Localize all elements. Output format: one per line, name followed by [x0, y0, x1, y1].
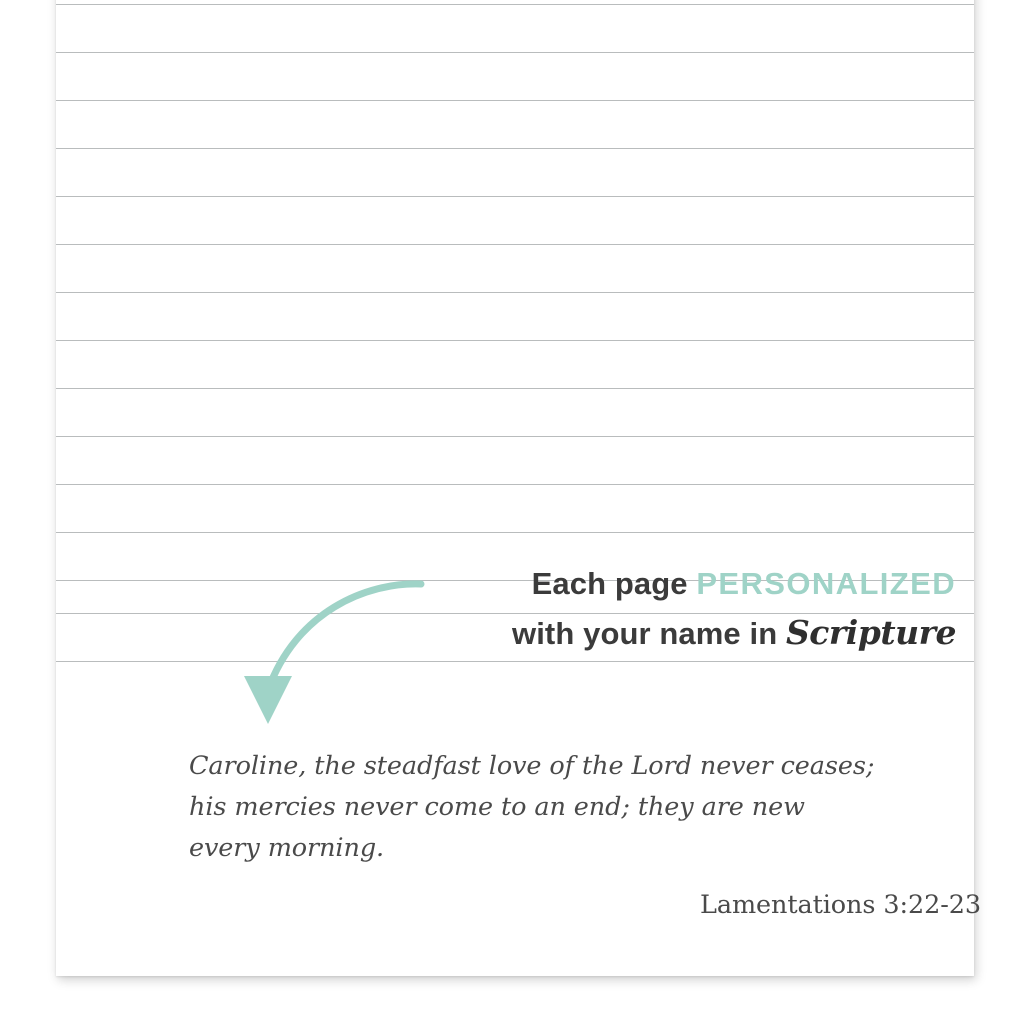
verse-line: every morning.: [189, 832, 385, 863]
callout-line-2: [356, 612, 956, 655]
callout-highlight-personalized: PERSONALIZED: [696, 566, 956, 601]
rule-line: [56, 436, 974, 437]
rule-line: [56, 292, 974, 293]
callout-line-1-prefix: Each page: [531, 566, 697, 601]
verse-reference: Lamentations 3:22-23: [700, 890, 981, 921]
rule-line: [56, 532, 974, 533]
rule-line: [56, 4, 974, 5]
rule-line: [56, 196, 974, 197]
rule-line: [56, 661, 974, 662]
verse-line: Caroline, the steadfast love of the Lord never ceases;: [189, 751, 875, 781]
verse-block: [189, 746, 989, 920]
rule-line: [56, 244, 974, 245]
rule-line: [56, 484, 974, 485]
rule-line: [56, 388, 974, 389]
rule-line: [56, 148, 974, 149]
rule-line: [56, 52, 974, 53]
verse-line: his mercies never come to an end; they are new: [189, 791, 805, 822]
rule-line: [56, 100, 974, 101]
callout-script-word: Scripture: [785, 613, 956, 653]
callout-line-1: [356, 564, 956, 604]
notepad-page: [56, 0, 981, 976]
rule-line: [56, 340, 974, 341]
callout-line-2-prefix: with your name in: [512, 616, 786, 652]
callout-text: [356, 564, 956, 655]
